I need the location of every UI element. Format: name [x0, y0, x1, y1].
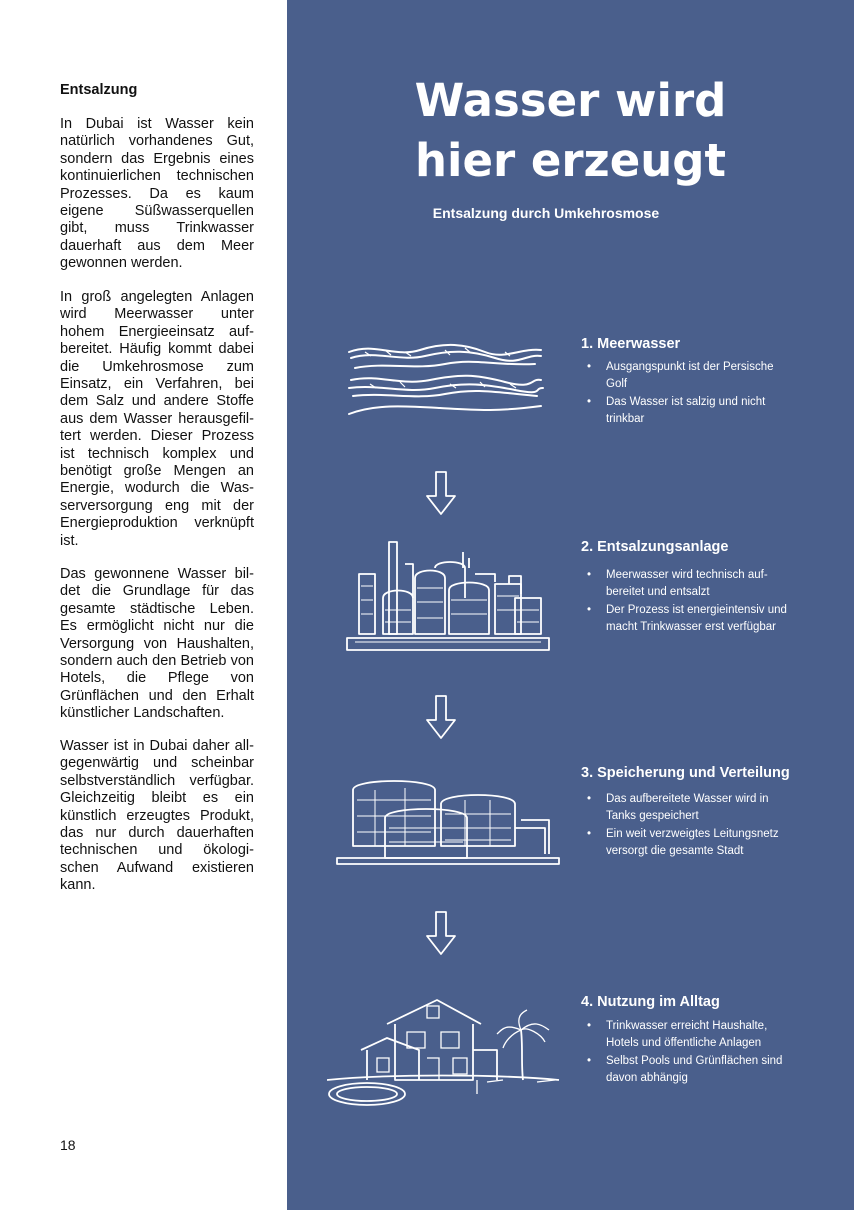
paragraph-4: Wasser ist in Dubai daher allgegenwärtig und scheinbar selbstverständlich verfügbar. Gleichzeitig bleibt es ein künstlich erzeugtes Produkt, das nur durch dauerhaften technischen und ökologischen Aufwand existieren kann.	[60, 738, 254, 894]
page-number: 18	[60, 1137, 76, 1153]
step-3-title: 3. Speicherung und Verteilung	[581, 765, 790, 781]
step-2-bullets	[587, 567, 787, 637]
arrow-down-icon	[425, 470, 457, 516]
text-column	[0, 0, 287, 1210]
subtitle: Entsalzung durch Umkehrosmose	[432, 205, 660, 221]
infographic-panel	[287, 0, 854, 1210]
sea-waves-icon	[345, 340, 545, 422]
title-line-2: hier erzeugt	[414, 134, 727, 187]
step-2-bullet-2: • Der Prozess ist energieintensiv und macht Trinkwasser erst verfügbar	[587, 602, 787, 636]
step-4-bullets	[587, 1018, 787, 1088]
step-1-bullet-2: • Das Wasser ist salzig und nicht trinkbar	[587, 394, 787, 428]
step-3-bullets	[587, 791, 787, 861]
step-4-bullet-1: • Trinkwasser erreicht Haushalte, Hotels und öffentliche Anlagen	[587, 1018, 787, 1052]
desalination-plant-icon	[345, 538, 551, 656]
house-with-pool-icon	[327, 994, 561, 1110]
step-1-bullets	[587, 359, 787, 429]
paragraph-3: Das gewonnene Wasser bildet die Grundlage für das gesamte städtische Leben. Es ermöglicht nicht nur die Versorgung von Haushalten, sondern auch den Betrieb von Hotels, die Pflege von Grünflächen und den Erhalt künstlicher Landschaften.	[60, 566, 254, 722]
paragraph-2: In groß angelegten Anlagen wird Meerwasser unter hohem Energieeinsatz aufbereitet. Häufig kommt dabei die Umkehrosmose zum Einsatz, ein Verfahren, bei dem Salz und andere Stoffe aus dem Wasser herausgefiltert werden. Dieser Prozess ist technisch komplex und benötigt große Mengen an Energie, wodurch die Wasserversorgung eng mit der Energieproduktion verknüpft ist.	[60, 289, 254, 549]
step-4-bullet-2: • Selbst Pools und Grünflächen sind davon abhängig	[587, 1053, 787, 1087]
step-3-bullet-2: • Ein weit verzweigtes Leitungsnetz versorgt die gesamte Stadt	[587, 826, 787, 860]
step-1-bullet-1: • Ausgangspunkt ist der Persische Golf	[587, 359, 787, 393]
step-1-title: 1. Meerwasser	[581, 336, 681, 352]
section-heading: Entsalzung	[60, 82, 138, 98]
step-4-title: 4. Nutzung im Alltag	[581, 994, 720, 1010]
title-line-1: Wasser wird	[414, 74, 727, 127]
storage-tanks-icon	[335, 776, 561, 868]
step-2-bullet-1: • Meerwasser wird technisch aufbereitet und entsalzt	[587, 567, 787, 601]
arrow-down-icon	[425, 910, 457, 956]
paragraph-1: In Dubai ist Wasser kein natürlich vorhandenes Gut, sondern das Ergebnis eines kontinuierlichen technischen Prozesses. Da es kaum eigene Süßwasserquellen gibt, muss Trinkwasser dauerhaft aus dem Meer gewonnen werden.	[60, 116, 254, 272]
arrow-down-icon	[425, 694, 457, 740]
step-2-title: 2. Entsalzungsanlage	[581, 539, 729, 555]
step-3-bullet-1: • Das aufbereitete Wasser wird in Tanks gespeichert	[587, 791, 787, 825]
